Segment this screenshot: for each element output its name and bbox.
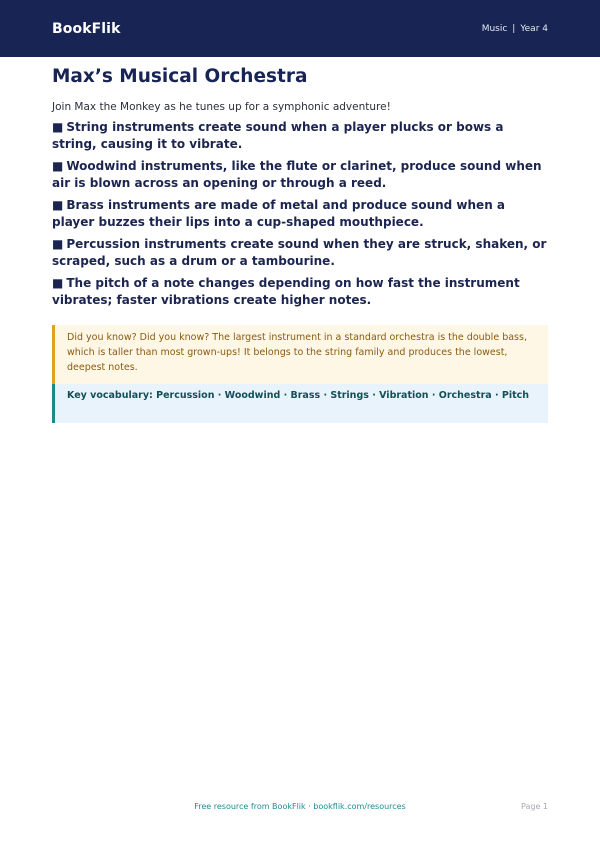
subject-label: Music bbox=[481, 23, 508, 34]
key-vocabulary-box: Key vocabulary: Percussion · Woodwind · Brass · Strings · Vibration · Orchestra · Pitch bbox=[52, 384, 548, 423]
subject-level bbox=[482, 24, 548, 34]
square-bullet-icon: ■ bbox=[52, 276, 64, 290]
square-bullet-icon: ■ bbox=[52, 159, 64, 173]
square-bullet-icon: ■ bbox=[52, 198, 64, 212]
square-bullet-icon: ■ bbox=[52, 237, 64, 251]
page-number: Page 1 bbox=[521, 802, 548, 811]
fact-text: Woodwind instruments, like the flute or clarinet, produce sound when air is blown across an opening or through a reed. bbox=[52, 159, 542, 190]
fact-item bbox=[52, 158, 548, 192]
worksheet-content bbox=[52, 66, 548, 423]
fact-item bbox=[52, 236, 548, 270]
fact-item bbox=[52, 197, 548, 231]
did-you-know-callout: Did you know? Did you know? The largest instrument in a standard orchestra is the double bass, which is taller than most grown-ups! It belongs to the string family and produces the lowest, deepest notes. bbox=[52, 325, 548, 384]
brand-logo: BookFlik bbox=[52, 20, 121, 37]
fact-item bbox=[52, 275, 548, 309]
fact-item bbox=[52, 119, 548, 153]
intro-text: Join Max the Monkey as he tunes up for a symphonic adventure! bbox=[52, 101, 391, 113]
level-label: Year 4 bbox=[520, 23, 548, 34]
fact-text: Percussion instruments create sound when they are struck, shaken, or scraped, such as a drum or a tambourine. bbox=[52, 237, 547, 268]
page-header bbox=[0, 0, 600, 57]
fact-list bbox=[52, 119, 548, 309]
footer-credit-link[interactable]: Free resource from BookFlik · bookflik.com/resources bbox=[194, 802, 406, 811]
fact-text: The pitch of a note changes depending on how fast the instrument vibrates; faster vibrations create higher notes. bbox=[52, 276, 520, 307]
fact-text: String instruments create sound when a player plucks or bows a string, causing it to vibrate. bbox=[52, 120, 504, 151]
square-bullet-icon: ■ bbox=[52, 120, 64, 134]
fact-text: Brass instruments are made of metal and produce sound when a player buzzes their lips into a cup-shaped mouthpiece. bbox=[52, 198, 506, 229]
page-title: Max’s Musical Orchestra bbox=[52, 66, 308, 87]
meta-separator: | bbox=[512, 23, 516, 34]
